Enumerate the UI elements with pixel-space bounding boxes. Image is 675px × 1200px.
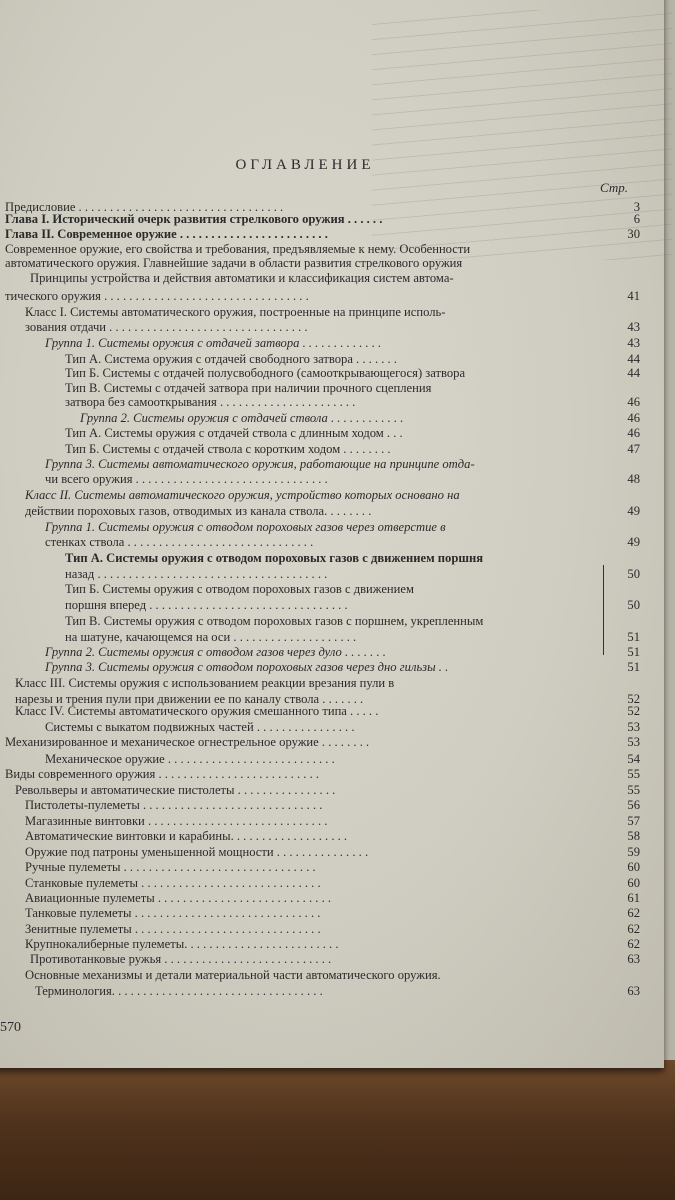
page-number: 570 [0, 1020, 21, 1035]
toc-entry-text: затвора без самооткрывания . . . . . . . . . . . . . . . . . . . . . . [65, 395, 356, 409]
toc-entry-page: 46 [627, 426, 640, 440]
toc-entry-text: Тип В. Системы оружия с отводом пороховых газов с поршнем, укрепленным [65, 614, 484, 628]
toc-entry-text: Системы с выкатом подвижных частей . . . . . . . . . . . . . . . . [45, 720, 355, 734]
toc-entry-page: 54 [627, 752, 640, 766]
toc-entry-text: Тип В. Системы с отдачей затвора при наличии прочного сцепления [65, 381, 432, 395]
toc-entry-text: Авиационные пулеметы . . . . . . . . . . . . . . . . . . . . . . . . . . . . [25, 891, 332, 905]
toc-entry-page: 46 [627, 411, 640, 425]
toc-entry-page: 62 [627, 937, 640, 951]
toc-entry-text: зования отдачи . . . . . . . . . . . . . . . . . . . . . . . . . . . . . . . . [25, 320, 308, 334]
toc-entry-text: чи всего оружия . . . . . . . . . . . . . . . . . . . . . . . . . . . . . . . [45, 472, 328, 486]
toc-entry-page: 53 [627, 720, 640, 734]
toc-entry-page: 44 [627, 366, 640, 380]
page-column-header: Стр. [600, 180, 628, 195]
toc-entry-text: Виды современного оружия . . . . . . . . . . . . . . . . . . . . . . . . . . [5, 767, 320, 781]
toc-entry-page: 60 [627, 876, 640, 890]
toc-entry-text: Танковые пулеметы . . . . . . . . . . . . . . . . . . . . . . . . . . . . . . [25, 906, 321, 920]
toc-entry-text: Глава I. Исторический очерк развития стрелкового оружия . . . . . . [5, 212, 383, 226]
toc-entry-page: 49 [627, 504, 640, 518]
toc-entry-page: 51 [627, 630, 640, 644]
toc-entry-text: Основные механизмы и детали материальной части автоматического оружия. [25, 968, 441, 982]
toc-entry-text: стенках ствола . . . . . . . . . . . . . . . . . . . . . . . . . . . . . . [45, 535, 314, 549]
toc-entry-text: Механизированное и механическое огнестрельное оружие . . . . . . . . [5, 735, 370, 749]
toc-entry-text: Группа 2. Системы оружия с отдачей ствола . . . . . . . . . . . . [80, 411, 404, 425]
toc-entry-page: 57 [627, 814, 640, 828]
toc-entry-page: 51 [627, 660, 640, 674]
toc-entry-page: 49 [627, 535, 640, 549]
toc-entry-page: 55 [627, 783, 640, 797]
toc-entry-text: Современное оружие, его свойства и требования, предъявляемые к нему. Особенности [5, 242, 471, 256]
toc-entry-page: 63 [627, 952, 640, 966]
toc-entry-text: Группа 1. Системы оружия с отдачей затвора . . . . . . . . . . . . . [45, 336, 382, 350]
toc-entry-page: 41 [627, 289, 640, 303]
toc-entry-text: тического оружия . . . . . . . . . . . . . . . . . . . . . . . . . . . . . . . . . [5, 289, 309, 303]
toc-entry-text: Тип Б. Системы с отдачей полусвободного (самооткрывающегося) затвора [65, 366, 466, 380]
toc-entry-text: Принципы устройства и действия автоматики и классификация систем автома- [30, 271, 454, 285]
toc-entry-page: 52 [627, 692, 640, 706]
toc-entry-page: 60 [627, 860, 640, 874]
toc-entry-text: Механическое оружие . . . . . . . . . . . . . . . . . . . . . . . . . . . [45, 752, 335, 766]
toc-entry-page: 46 [627, 395, 640, 409]
toc-entry-page: 51 [627, 645, 640, 659]
toc-entry-text: Класс III. Системы оружия с использованием реакции врезания пули в [15, 676, 395, 690]
toc-entry-text: Револьверы и автоматические пистолеты . . . . . . . . . . . . . . . . [15, 783, 336, 797]
toc-entry-page: 62 [627, 906, 640, 920]
toc-entry-page: 55 [627, 767, 640, 781]
toc-entry-text: Магазинные винтовки . . . . . . . . . . . . . . . . . . . . . . . . . . . . . [25, 814, 328, 828]
toc-entry-text: Станковые пулеметы . . . . . . . . . . . . . . . . . . . . . . . . . . . . . [25, 876, 321, 890]
toc-entry-page: 47 [627, 442, 640, 456]
toc-entry-page: 58 [627, 829, 640, 843]
toc-entry-text: Зенитные пулеметы . . . . . . . . . . . . . . . . . . . . . . . . . . . . . . [25, 922, 321, 936]
toc-entry-page: 50 [627, 567, 640, 581]
toc-entry-text: Крупнокалиберные пулеметы. . . . . . . . . . . . . . . . . . . . . . . . . [25, 937, 339, 951]
toc-entry-page: 56 [627, 798, 640, 812]
toc-entry-text: действии пороховых газов, отводимых из канала ствола. . . . . . . . [25, 504, 372, 518]
toc-entry-page: 3 [633, 200, 640, 214]
desk-surface [0, 1060, 675, 1200]
toc-entry-text: Ручные пулеметы . . . . . . . . . . . . . . . . . . . . . . . . . . . . . . . [25, 860, 316, 874]
toc-entry-page: 6 [633, 212, 640, 226]
toc-entry-text: поршня вперед . . . . . . . . . . . . . . . . . . . . . . . . . . . . . . . . [65, 598, 348, 612]
toc-entry-text: Тип Б. Системы с отдачей ствола с коротким ходом . . . . . . . . [65, 442, 391, 456]
toc-entry-text: Терминология. . . . . . . . . . . . . . . . . . . . . . . . . . . . . . . . . . [35, 984, 323, 998]
toc-entry-page: 50 [627, 598, 640, 612]
toc-entry-text: Противотанковые ружья . . . . . . . . . . . . . . . . . . . . . . . . . . . [30, 952, 332, 966]
toc-entry-text: Тип А. Системы оружия с отдачей ствола с длинным ходом . . . [65, 426, 403, 440]
toc-entry-text: Тип А. Системы оружия с отводом пороховых газов с движением поршня [65, 551, 484, 565]
toc-entry-text: Класс I. Системы автоматического оружия, построенные на принципе исполь- [25, 305, 446, 319]
page-title: ОГЛАВЛЕНИЕ [235, 157, 375, 173]
toc-entry-page: 63 [627, 984, 640, 998]
toc-entry-page: 43 [627, 336, 640, 350]
toc-entry-text: Оружие под патроны уменьшенной мощности . . . . . . . . . . . . . . . [25, 845, 369, 859]
toc-entry-page: 61 [627, 891, 640, 905]
toc-entry-page: 48 [627, 472, 640, 486]
toc-entry-text: Группа 3. Системы оружия с отводом пороховых газов через дно гильзы . . [45, 660, 449, 674]
toc-entry-page: 52 [627, 704, 640, 718]
toc-entry-text: на шатуне, качающемся на оси . . . . . . . . . . . . . . . . . . . . [65, 630, 357, 644]
toc-entry-text: Группа 3. Системы автоматического оружия, работающие на принципе отда- [45, 457, 475, 471]
toc-entry-page: 44 [627, 352, 640, 366]
toc-entry-text: Тип Б. Системы оружия с отводом пороховых газов с движением [65, 582, 414, 596]
toc-entry-page: 62 [627, 922, 640, 936]
toc-entry-page: 53 [627, 735, 640, 749]
toc-entry-text: Предисловие . . . . . . . . . . . . . . . . . . . . . . . . . . . . . . . . . [5, 200, 284, 214]
toc-entry-page: 30 [627, 227, 640, 241]
toc-entry-text: автоматического оружия. Главнейшие задачи в области развития стрелкового оружия [5, 256, 463, 270]
toc-entry-text: Глава II. Современное оружие . . . . . . . . . . . . . . . . . . . . . . . . [5, 227, 328, 241]
toc-entry-text: Автоматические винтовки и карабины. . . . . . . . . . . . . . . . . . . [25, 829, 348, 843]
toc-entry-text: нарезы и трения пули при движении ее по каналу ствола . . . . . . . [15, 692, 364, 706]
toc-entry-text: Тип А. Система оружия с отдачей свободного затвора . . . . . . . [65, 352, 397, 366]
toc-entry-text: Группа 1. Системы оружия с отводом пороховых газов через отверстие в [45, 520, 446, 534]
toc-entry-text: Пистолеты-пулеметы . . . . . . . . . . . . . . . . . . . . . . . . . . . . . [25, 798, 323, 812]
toc-entry-text: Класс II. Системы автоматического оружия, устройство которых основано на [25, 488, 460, 502]
toc-entry-text: назад . . . . . . . . . . . . . . . . . . . . . . . . . . . . . . . . . . . . . [65, 567, 328, 581]
toc-entry-page: 43 [627, 320, 640, 334]
toc-entry-text: Группа 2. Системы оружия с отводом газов через дуло . . . . . . . [45, 645, 386, 659]
toc-entry-page: 59 [627, 845, 640, 859]
toc-entry-text: Класс IV. Системы автоматического оружия смешанного типа . . . . . [15, 704, 379, 718]
